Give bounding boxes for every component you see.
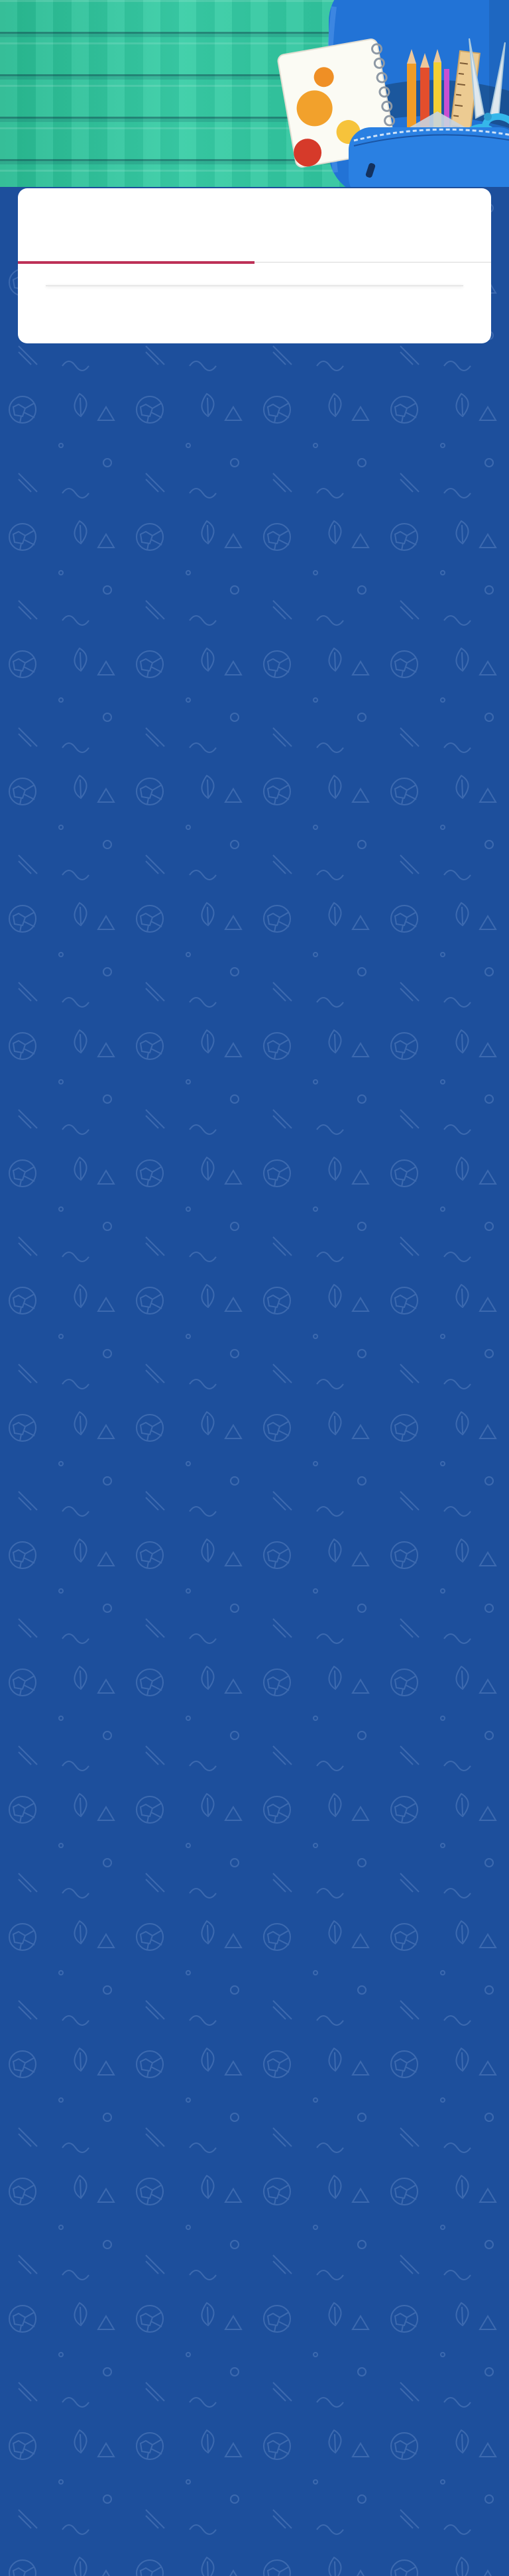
table-wrap (46, 285, 463, 286)
quiz-card (18, 188, 491, 343)
table-grid (46, 285, 463, 286)
header-banner (0, 0, 509, 187)
tab-table[interactable] (18, 244, 254, 264)
backpack-illustration (270, 0, 509, 187)
question-type-tabs (18, 244, 491, 264)
tab-multiple-choice[interactable] (254, 244, 491, 264)
quiz-page (0, 0, 509, 343)
table-question-section (18, 244, 491, 286)
